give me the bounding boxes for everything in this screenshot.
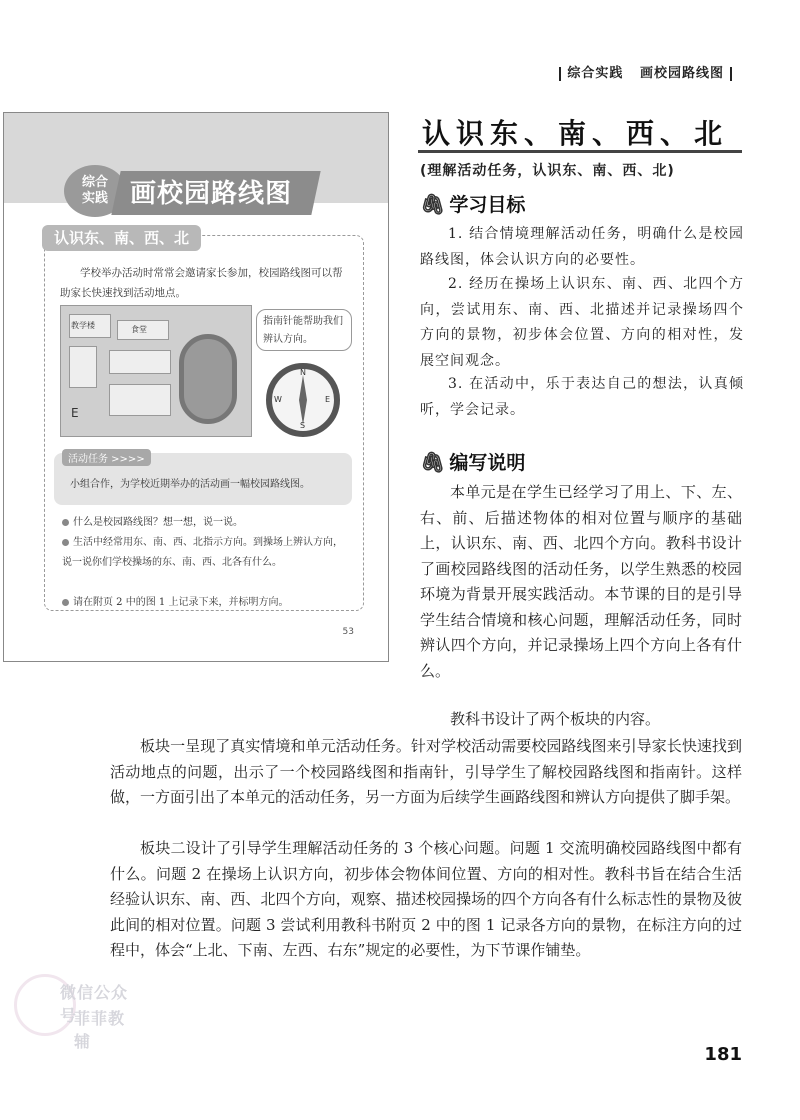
question-text: 请在附页 2 中的图 1 上记录下来，并标明方向。 <box>73 597 289 608</box>
goal-item: 3. 在活动中，乐于表达自己的想法，认真倾听，学会记录。 <box>420 376 744 418</box>
speech-bubble: 指南针能帮助我们辨认方向。 <box>256 309 352 351</box>
compass-needle <box>299 375 307 425</box>
header-topic: 画校园路线图 <box>639 66 724 81</box>
textbook-title: 画校园路线图 <box>130 179 293 209</box>
compass-label-n: N <box>300 368 306 377</box>
notes-paragraph-2: 教科书设计了两个板块的内容。 <box>450 710 661 728</box>
compass-icon <box>266 363 340 437</box>
page-number: 181 <box>704 1044 742 1065</box>
watermark <box>8 966 138 1051</box>
map-label: E <box>71 406 79 420</box>
paperclip-icon: 🖇 <box>420 450 446 474</box>
header-chapter: 综合实践 <box>567 66 624 81</box>
textbook-page-number: 53 <box>342 627 354 637</box>
textbook-question <box>62 593 352 613</box>
map-building <box>109 384 171 416</box>
notes-heading <box>420 448 525 475</box>
map-label: 食堂 <box>131 325 147 334</box>
header-bar-right <box>730 67 732 81</box>
map-label: 教学楼 <box>71 321 95 330</box>
compass-label-e: E <box>325 395 331 404</box>
section-subtitle: (理解活动任务，认识东、南、西、北) <box>420 163 675 179</box>
activity-task-text: 小组合作，为学校近期举办的活动画一幅校园路线图。 <box>70 479 310 490</box>
textbook-badge: 综合 实践 <box>64 165 126 217</box>
goal-item: 2. 经历在操场上认识东、南、西、北四个方向，尝试用东、南、西、北描述并记录操场四个方向的景物，初步体会位置、方向的相对性，发展空间观念。 <box>420 276 744 369</box>
textbook-question <box>62 533 352 573</box>
bullet-icon <box>62 539 69 546</box>
compass-label-s: S <box>300 421 306 430</box>
notes-paragraph-3: 板块一呈现了真实情境和单元活动任务。针对学校活动需要校园路线图来引导家长快速找到活动地点的问题，出示了一个校园路线图和指南针，引导学生了解校园路线图和指南针。这样做，一方面引出了本单元的活动任务，另一方面为后续学生画路线图和辨认方向提供了脚手架。 <box>110 737 742 806</box>
running-header <box>553 62 738 81</box>
textbook-page-image <box>3 112 389 662</box>
compass-label-w: W <box>274 395 282 404</box>
goal-item: 1. 结合情境理解活动任务，明确什么是校园路线图，体会认识方向的必要性。 <box>420 226 744 268</box>
question-text: 生活中经常用东、南、西、北指示方向。到操场上辨认方向，说一说你们学校操场的东、南、西、北各有什么。 <box>62 537 343 568</box>
goals-heading-text: 学习目标 <box>449 194 526 216</box>
map-running-track <box>179 334 237 424</box>
paperclip-icon: 🖇 <box>420 192 446 216</box>
map-building <box>109 350 171 374</box>
textbook-question <box>62 513 352 533</box>
watermark-line1: 微信公众号 <box>60 983 129 1025</box>
map-building <box>69 346 97 388</box>
notes-paragraph-4: 板块二设计了引导学生理解活动任务的 3 个核心问题。问题 1 交流明确校园路线图中都有什么。问题 2 在操场上认识方向，初步体会物体间位置、方向的相对性。教科书旨在结合生活经验认识东、南、西、北四个方向，观察、描述校园操场的四个方向各有什么标志性的景物及彼此间的相对位置。问题 3 尝试利用教科书附页 2 中的图 1 记录各方向的景物，在标注方向的过程中，体会“上北、下南、左西、右东”规定的必要性，为下节课作铺垫。 <box>110 839 742 959</box>
header-bar-left <box>559 67 561 81</box>
goals-heading <box>420 190 525 217</box>
campus-map <box>60 305 252 437</box>
watermark-line2: 菲菲教辅 <box>74 1009 126 1051</box>
textbook-section-tab: 认识东、南、西、北 <box>42 225 201 251</box>
notes-paragraph-1: 本单元是在学生已经学习了用上、下、左、右、前、后描述物体的相对位置与顺序的基础上，认识东、南、西、北四个方向。教科书设计了画校园路线图的活动任务，以学生熟悉的校园环境为背景开展实践活动。本节课的目的是引导学生结合情境和核心问题，理解活动任务，同时辨认四个方向，并记录操场上四个方向上各有什么。 <box>420 483 742 680</box>
section-rule <box>418 150 742 153</box>
textbook-intro: 学校举办活动时常常会邀请家长参加，校园路线图可以帮助家长快速找到活动地点。 <box>60 267 343 299</box>
notes-heading-text: 编写说明 <box>449 452 526 474</box>
question-text: 什么是校园路线图？想一想，说一说。 <box>73 517 243 528</box>
section-title: 认识东、南、西、北 <box>422 117 729 150</box>
activity-task-label: 活动任务 >>>> <box>62 449 151 466</box>
bullet-icon <box>62 519 69 526</box>
bullet-icon <box>62 599 69 606</box>
